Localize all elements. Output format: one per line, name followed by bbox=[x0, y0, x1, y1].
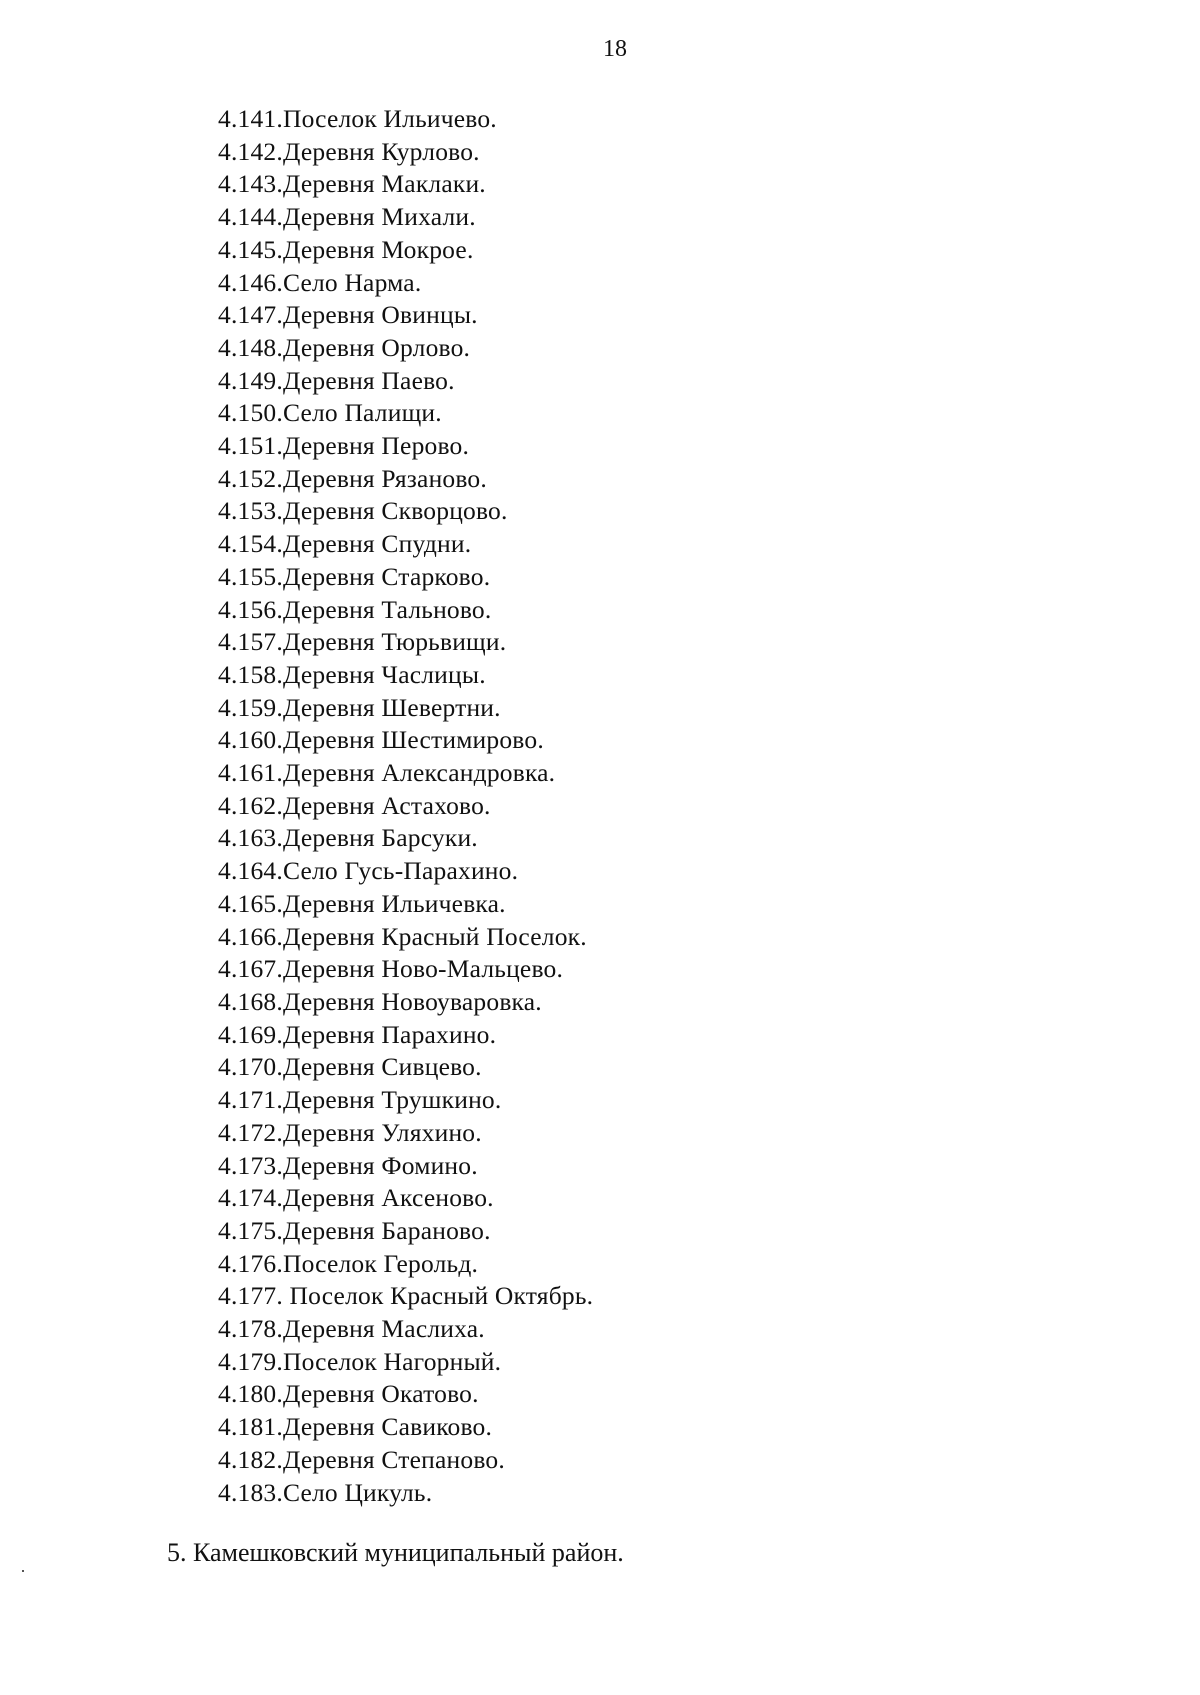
list-item: 4.175.Деревня Бараново. bbox=[218, 1215, 491, 1245]
list-item: 4.170.Деревня Сивцево. bbox=[218, 1052, 482, 1082]
list-item: 4.167.Деревня Ново-Мальцево. bbox=[218, 954, 564, 984]
list-item: 4.180.Деревня Окатово. bbox=[218, 1379, 479, 1409]
list-item: 4.179.Поселок Нагорный. bbox=[218, 1346, 502, 1376]
list-item: 4.158.Деревня Часлицы. bbox=[218, 659, 486, 689]
list-item: 4.154.Деревня Спудни. bbox=[218, 529, 472, 559]
list-item: 4.142.Деревня Курлово. bbox=[218, 136, 480, 166]
list-item: 4.163.Деревня Барсуки. bbox=[218, 823, 478, 853]
list-item: 4.143.Деревня Маклаки. bbox=[218, 169, 486, 199]
list-item: 4.147.Деревня Овинцы. bbox=[218, 300, 478, 330]
list-item: 4.146.Село Нарма. bbox=[218, 267, 422, 297]
list-item: 4.145.Деревня Мокрое. bbox=[218, 234, 474, 264]
list-item: 4.174.Деревня Аксеново. bbox=[218, 1183, 494, 1213]
list-item: 4.155.Деревня Старково. bbox=[218, 561, 491, 591]
list-item: 4.166.Деревня Красный Поселок. bbox=[218, 921, 587, 951]
list-item: 4.171.Деревня Трушкино. bbox=[218, 1085, 502, 1115]
list-item: 4.173.Деревня Фомино. bbox=[218, 1150, 478, 1180]
list-item: 4.181.Деревня Савиково. bbox=[218, 1412, 493, 1442]
list-item: 4.141.Поселок Ильичево. bbox=[218, 104, 497, 133]
list-item: 4.165.Деревня Ильичевка. bbox=[218, 888, 506, 918]
page-number: 18 bbox=[603, 36, 627, 62]
list-item: 4.149.Деревня Паево. bbox=[218, 365, 455, 395]
list-item: 4.157.Деревня Тюрьвищи. bbox=[218, 627, 507, 657]
list-item: 4.159.Деревня Шевертни. bbox=[218, 692, 501, 722]
list-item: 4.162.Деревня Астахово. bbox=[218, 790, 491, 820]
list-item: 4.183.Село Цикуль. bbox=[218, 1477, 433, 1507]
list-item: 4.161.Деревня Александровка. bbox=[218, 758, 556, 788]
list-item: 4.148.Деревня Орлово. bbox=[218, 332, 471, 362]
section-heading: 5. Камешковский муниципальный район. bbox=[167, 1538, 624, 1567]
settlement-list bbox=[218, 103, 593, 1509]
list-item: 4.164.Село Гусь-Парахино. bbox=[218, 856, 519, 886]
list-item: 4.144.Деревня Михали. bbox=[218, 202, 476, 232]
list-item: 4.177. Поселок Красный Октябрь. bbox=[218, 1281, 594, 1311]
list-item: 4.160.Деревня Шестимирово. bbox=[218, 725, 544, 755]
list-item: 4.178.Деревня Маслиха. bbox=[218, 1314, 485, 1344]
list-item: 4.169.Деревня Парахино. bbox=[218, 1019, 497, 1049]
list-item: 4.151.Деревня Перово. bbox=[218, 431, 470, 461]
scan-artifact bbox=[22, 1570, 24, 1572]
list-item: 4.182.Деревня Степаново. bbox=[218, 1444, 505, 1474]
list-item: 4.156.Деревня Тальново. bbox=[218, 594, 492, 624]
list-item: 4.172.Деревня Уляхино. bbox=[218, 1117, 482, 1147]
list-item: 4.153.Деревня Скворцово. bbox=[218, 496, 508, 526]
list-item: 4.152.Деревня Рязаново. bbox=[218, 463, 487, 493]
list-item: 4.168.Деревня Новоуваровка. bbox=[218, 986, 542, 1016]
list-item: 4.150.Село Палищи. bbox=[218, 398, 442, 428]
list-item: 4.176.Поселок Герольд. bbox=[218, 1248, 479, 1278]
